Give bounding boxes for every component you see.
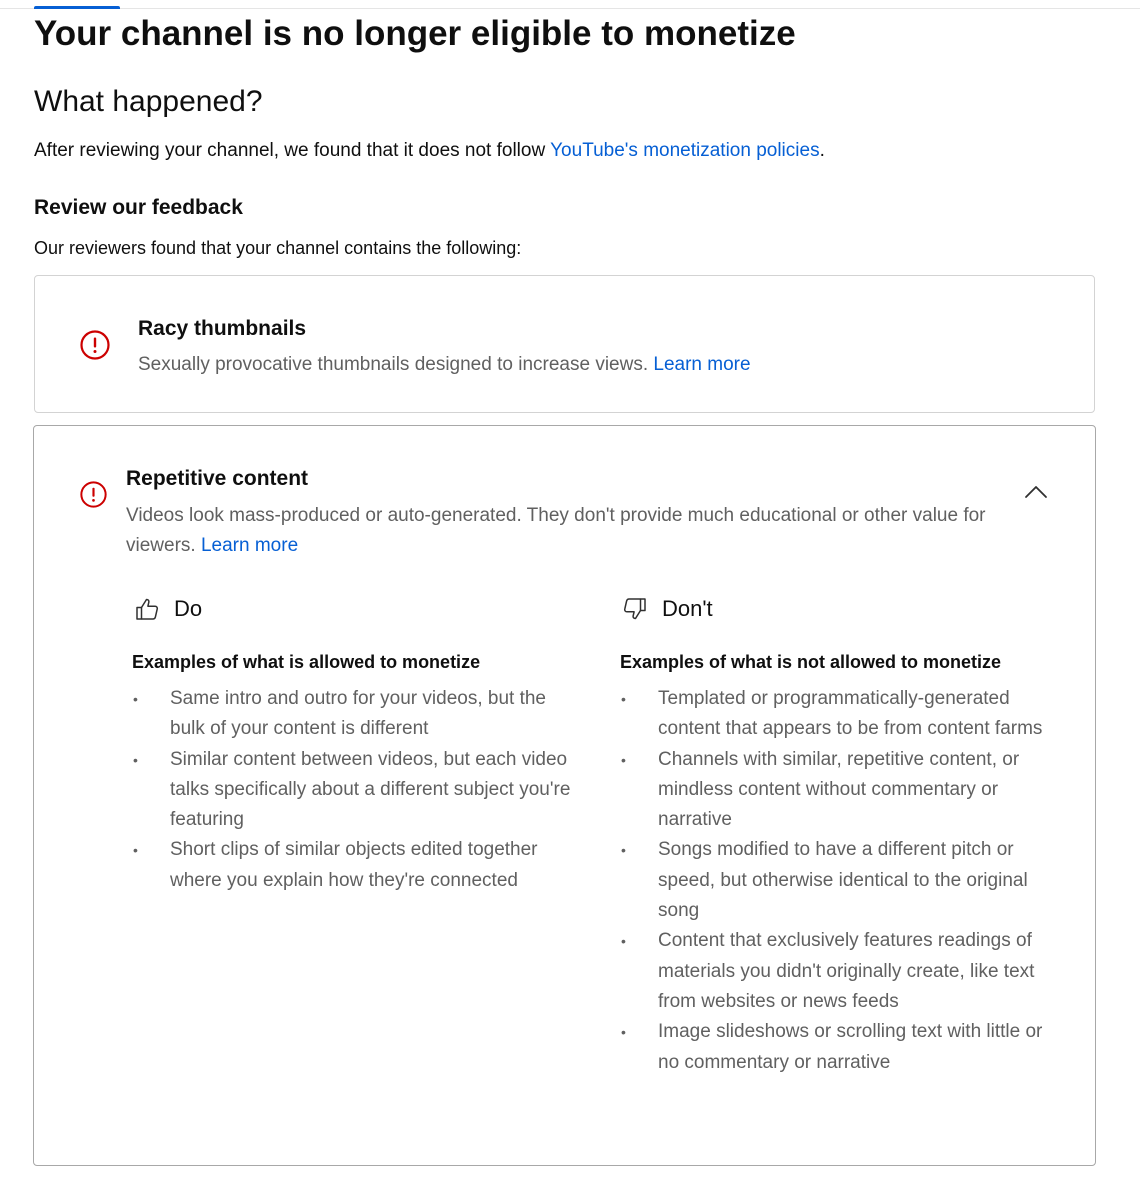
page-title: Your channel is no longer eligible to monetize: [34, 14, 796, 53]
active-tab-indicator: [34, 6, 120, 9]
list-item: • Same intro and outro for your videos, but the bulk of your content is different: [132, 684, 572, 745]
review-result-prefix: After reviewing your channel, we found that it does not follow: [34, 140, 551, 161]
dont-column: [620, 594, 1060, 1073]
alert-circle-icon: [80, 481, 107, 508]
list-item: • Songs modified to have a different pitch or speed, but otherwise identical to the original song: [620, 835, 1060, 926]
review-result-text: [34, 139, 825, 163]
review-feedback-subtitle: Our reviewers found that your channel contains the following:: [34, 238, 522, 258]
thumbs-up-icon: [134, 596, 160, 622]
violation-title: Repetitive content: [126, 467, 309, 490]
monetization-policies-link[interactable]: YouTube's monetization policies: [550, 140, 820, 161]
do-header: [132, 594, 572, 628]
do-column: [132, 594, 572, 891]
violation-card-repetitive-content: [33, 425, 1096, 1166]
review-result-suffix: .: [819, 140, 825, 161]
chevron-up-icon[interactable]: [1023, 483, 1049, 501]
list-item: • Image slideshows or scrolling text with little or no commentary or narrative: [620, 1017, 1060, 1078]
violation-description: [126, 501, 1006, 561]
alert-circle-icon: [80, 330, 110, 360]
list-item: • Content that exclusively features readings of materials you didn't originally create, like text from websites or news feeds: [620, 926, 1060, 1017]
dont-subtitle: Examples of what is not allowed to monetize: [620, 652, 1002, 672]
list-item: • Short clips of similar objects edited together where you explain how they're connected: [132, 835, 572, 896]
list-item: • Channels with similar, repetitive content, or mindless content without commentary or narrative: [620, 745, 1060, 836]
do-label: Do: [174, 596, 203, 621]
violation-card-racy-thumbnails[interactable]: [34, 275, 1095, 413]
violation-description-text: Videos look mass-produced or auto-generated. They don't provide much educational or other value for viewers.: [126, 505, 986, 556]
do-subtitle: Examples of what is allowed to monetize: [132, 652, 481, 672]
do-list: [132, 684, 572, 896]
violation-description-text: Sexually provocative thumbnails designed to increase views.: [138, 354, 654, 375]
list-item: • Similar content between videos, but each video talks specifically about a different subject you're featuring: [132, 745, 572, 836]
dont-list: [620, 684, 1060, 1078]
violation-description: [138, 350, 751, 380]
review-feedback-heading: Review our feedback: [34, 196, 243, 219]
dont-label: Don't: [662, 596, 713, 621]
learn-more-link[interactable]: Learn more: [653, 354, 751, 375]
list-item: • Templated or programmatically-generated content that appears to be from content farms: [620, 684, 1060, 745]
dont-header: [620, 594, 1060, 628]
top-divider: [0, 8, 1140, 9]
violation-title: Racy thumbnails: [138, 317, 307, 340]
learn-more-link[interactable]: Learn more: [200, 535, 299, 556]
thumbs-down-icon: [622, 596, 648, 622]
what-happened-heading: What happened?: [34, 85, 263, 118]
